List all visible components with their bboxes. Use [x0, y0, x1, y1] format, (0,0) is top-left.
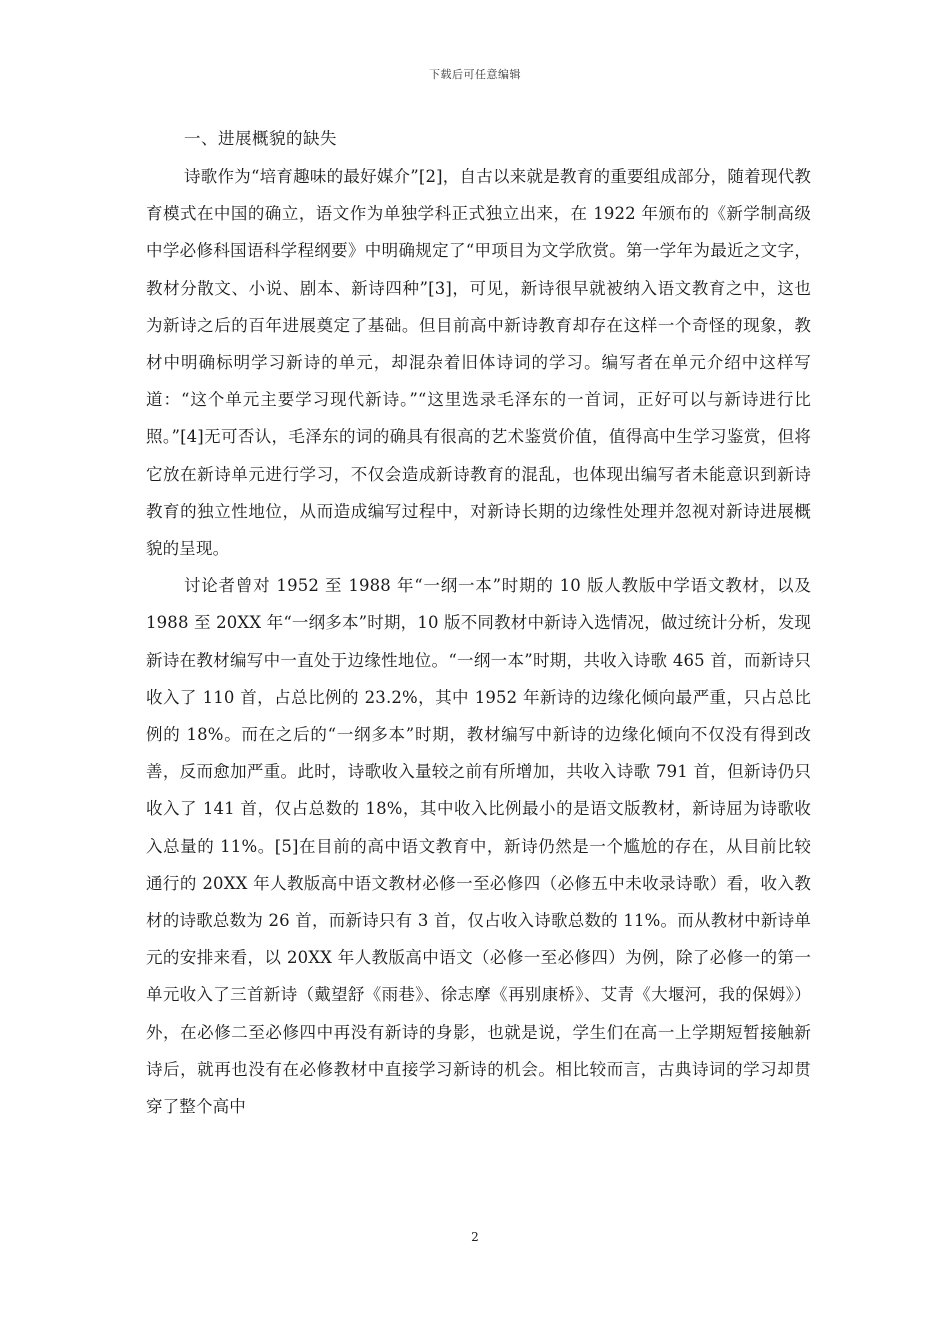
section-heading: 一、进展概貌的缺失	[184, 129, 337, 148]
paragraph: 诗歌作为“培育趣味的最好媒介”[2]，自古以来就是教育的重要组成部分，随着现代教育模式在中国的确立，语文作为单独学科正式独立出来，在 1922 年颁布的《新学制高级中学必修科国语科学程纲要》中明确规定了“甲项目为文学欣赏。第一学年为最近之文字，教材分散文、小说、剧本、新诗四种”[3]，可见，新诗很早就被纳入语文教育之中，这也为新诗之后的百年进展奠定了基础。但目前高中新诗教育却存在这样一个奇怪的现象，教材中明确标明学习新诗的单元，却混杂着旧体诗词的学习。编写者在单元介绍中这样写道：“这个单元主要学习现代新诗。”“这里选录毛泽东的一首词，正好可以与新诗进行比照。”[4]无可否认，毛泽东的词的确具有很高的艺术鉴赏价值，值得高中生学习鉴赏，但将它放在新诗单元进行学习，不仅会造成新诗教育的混乱，也体现出编写者未能意识到新诗教育的独立性地位，从而造成编写过程中，对新诗长期的边缘性处理并忽视对新诗进展概貌的呈现。	[146, 167, 811, 559]
page-header: 下载后可任意编辑	[429, 68, 521, 81]
paragraph: 讨论者曾对 1952 至 1988 年“一纲一本”时期的 10 版人教版中学语文教材，以及 1988 至 20XX 年“一纲多本”时期，10 版不同教材中新诗入选情况，做过统计分析，发现新诗在教材编写中一直处于边缘性地位。“一纲一本”时期，共收入诗歌 465 首，而新诗只收入了 110 首，占总比例的 23.2%，其中 1952 年新诗的边缘化倾向最严重，只占总比例的 18%。而在之后的“一纲多本”时期，教材编写中新诗的边缘化倾向不仅没有得到改善，反而愈加严重。此时，诗歌收入量较之前有所增加，共收入诗歌 791 首，但新诗仍只收入了 141 首，仅占总数的 18%，其中收入比例最小的是语文版教材，新诗屈为诗歌收入总量的 11%。[5]在目前的高中语文教育中，新诗仍然是一个尴尬的存在，从目前比较通行的 20XX 年人教版高中语文教材必修一至必修四（必修五中未收录诗歌）看，收入教材的诗歌总数为 26 首，而新诗只有 3 首，仅占收入诗歌总数的 11%。而从教材中新诗单元的安排来看，以 20XX 年人教版高中语文（必修一至必修四）为例，除了必修一的第一单元收入了三首新诗（戴望舒《雨巷》、徐志摩《再别康桥》、艾青《大堰河，我的保姆》）外，在必修二至必修四中再没有新诗的身影，也就是说，学生们在高一上学期短暂接触新诗后，就再也没有在必修教材中直接学习新诗的机会。相比较而言，古典诗词的学习却贯穿了整个高中	[146, 576, 811, 1117]
page-number: 2	[471, 1230, 479, 1244]
document-body	[146, 158, 811, 1125]
